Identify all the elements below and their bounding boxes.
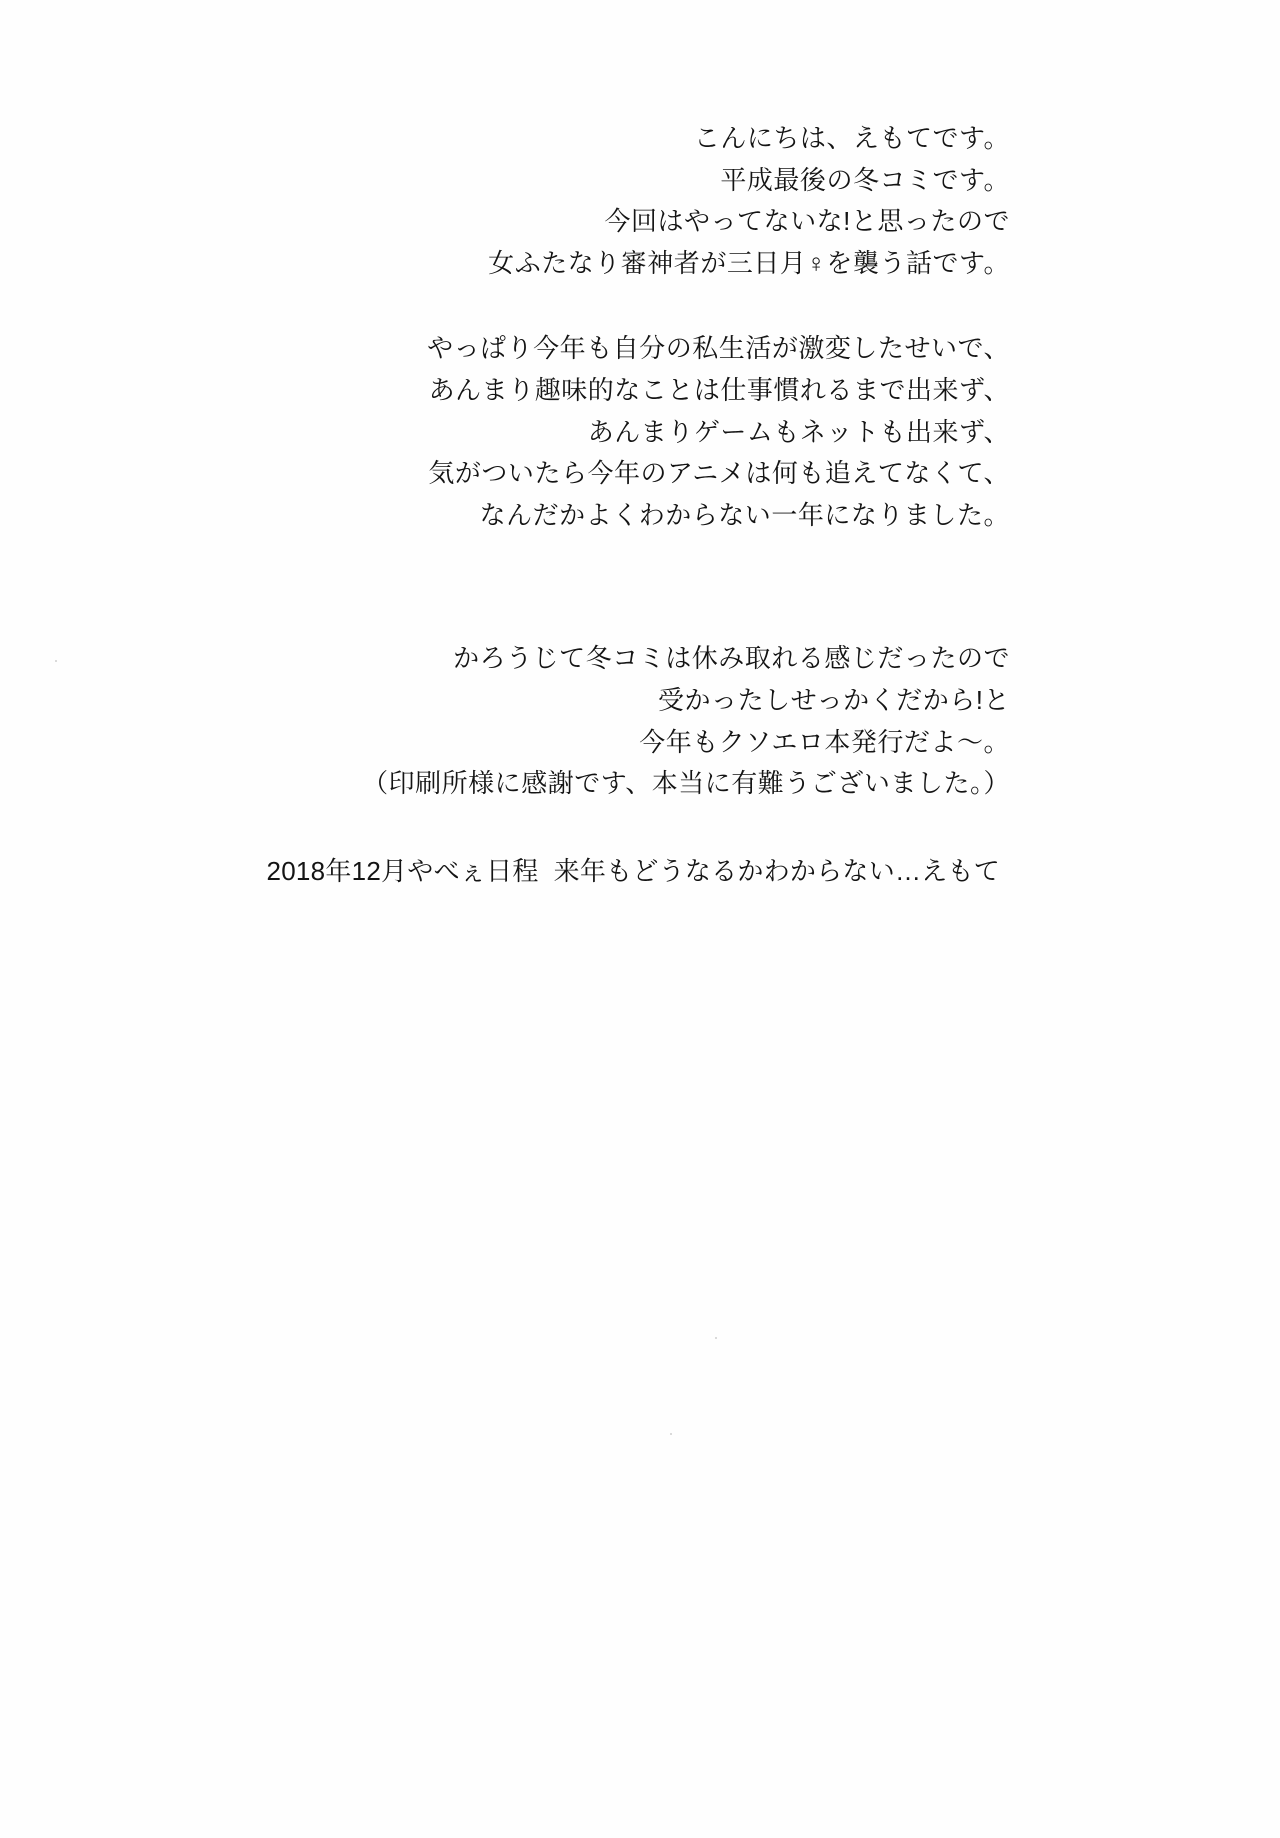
text-line: 今年もクソエロ本発行だよ〜。 — [639, 726, 1010, 757]
spacer — [0, 805, 1010, 851]
paragraph-intro — [0, 118, 1010, 284]
text-line: あんまり趣味的なことは仕事慣れるまで出来ず、 — [428, 374, 1010, 405]
paper-speck — [715, 1337, 717, 1339]
paragraph-release-note — [0, 638, 1010, 804]
text-line: 今回はやってないな!と思ったので — [604, 206, 1010, 237]
text-line: 平成最後の冬コミです。 — [720, 164, 1010, 195]
text-line: （印刷所様に感謝です、本当に有難うございました。） — [362, 768, 1010, 799]
paper-speck — [670, 1433, 672, 1435]
text-line: 受かったしせっかくだから!と — [658, 684, 1010, 715]
text-line: かろうじて冬コミは休み取れる感じだったので — [453, 643, 1010, 674]
text-line: こんにちは、えもてです。 — [693, 123, 1010, 153]
text-line: あんまりゲームもネットも出来ず、 — [587, 416, 1010, 447]
afterword-text-block — [0, 118, 1010, 892]
signature-line — [0, 851, 1010, 893]
spacer — [0, 580, 1010, 638]
text-line: やっぱり今年も自分の私生活が激変したせいで、 — [427, 333, 1010, 364]
paragraph-year-recap — [0, 328, 1010, 536]
signature-text: 2018年12月やべぇ日程 来年もどうなるかわからない…えもて — [266, 855, 1000, 886]
text-line: 女ふたなり審神者が三日月♀を襲う話です。 — [488, 247, 1010, 278]
text-line: 気がついたら今年のアニメは何も追えてなくて、 — [428, 458, 1010, 489]
text-line: なんだかよくわからない一年になりました。 — [479, 499, 1010, 530]
